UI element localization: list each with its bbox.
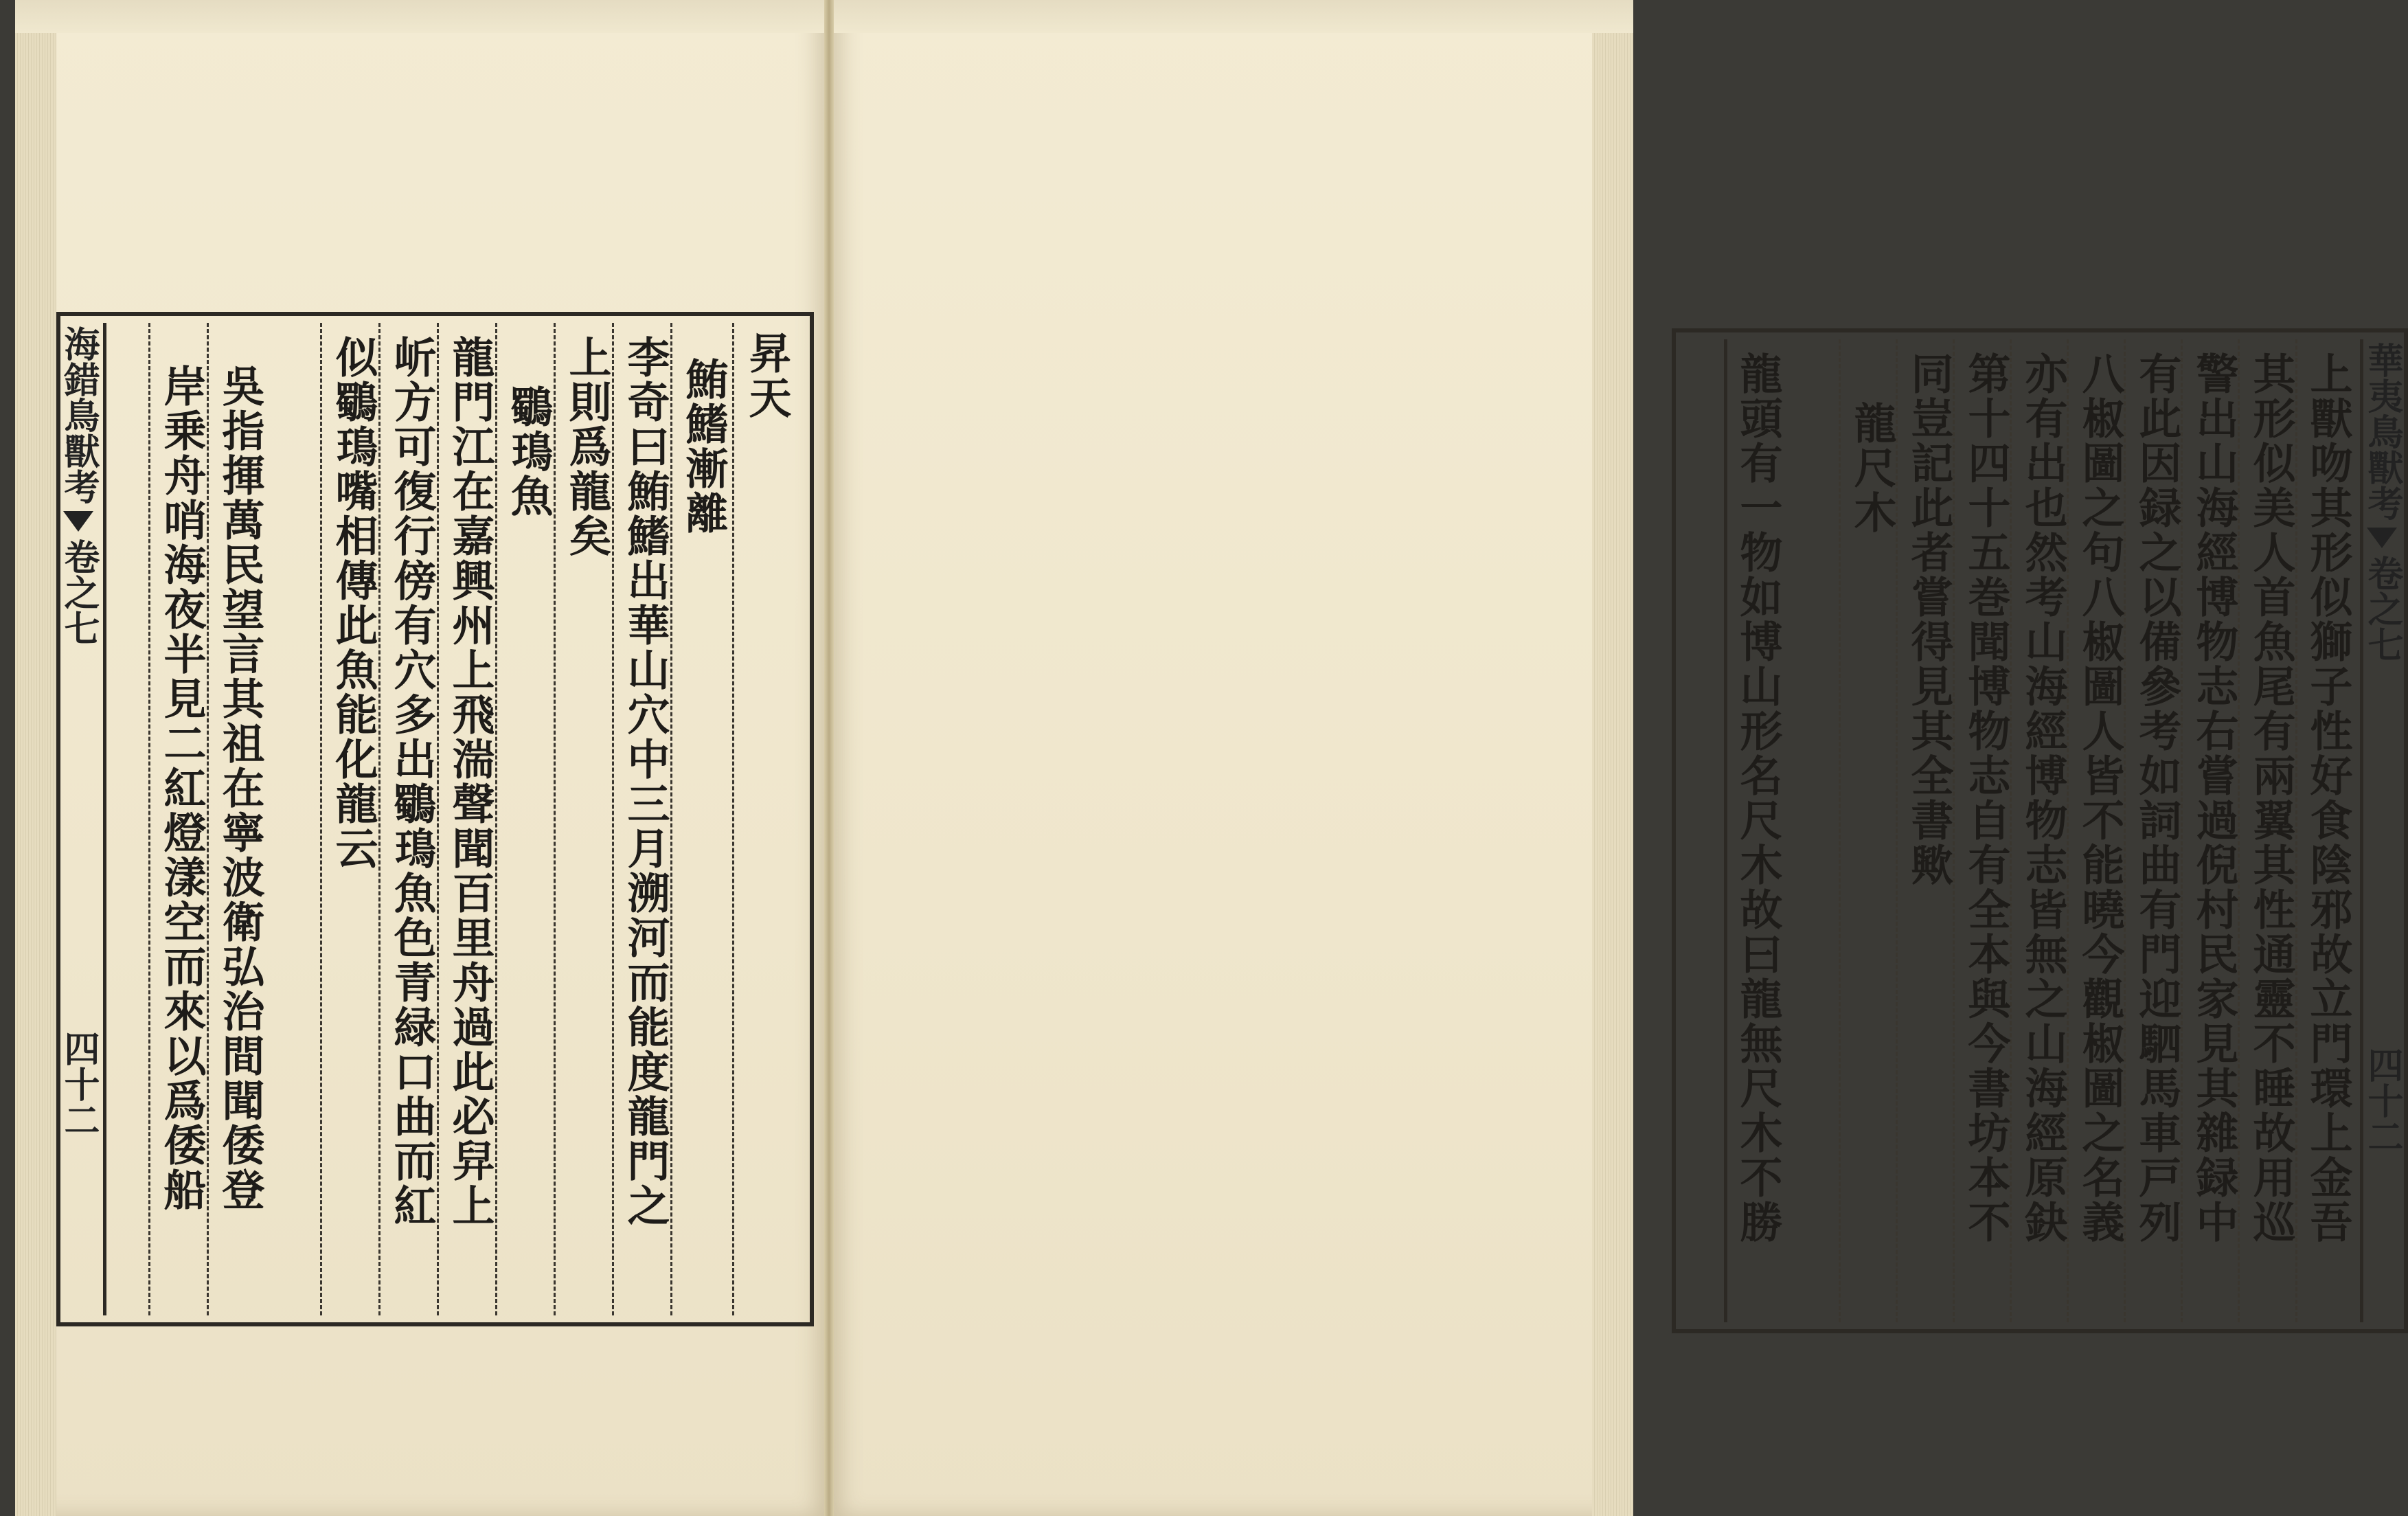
spine-volume: 卷之七 <box>58 539 100 646</box>
text-column-4: 有此因録之以備參考如詞曲有門迎駟馬車戸列 <box>2132 352 2182 1245</box>
spine-folio: 四十二 <box>58 1030 100 1138</box>
text-column-6: 龍門江在嘉興州上飛湍聲聞百里舟過此必舁上 <box>445 335 495 1228</box>
column-rule <box>1724 339 1727 1322</box>
text-column-5: 鸀鳿魚 <box>503 385 554 519</box>
text-column-9: 龍尺木 <box>1847 401 1897 535</box>
text-column-2: 鮪鰭漸離 <box>679 357 729 536</box>
column-rule <box>732 323 734 1315</box>
text-column-2: 其形似美人首魚尾有兩翼其性通靈不睡故用巡 <box>2246 352 2296 1245</box>
spine-title: 華夷鳥獸考 <box>2361 342 2403 521</box>
top-margin <box>15 0 829 33</box>
open-book <box>15 0 2403 1516</box>
spine-title: 海錯鳥獸考 <box>58 326 100 504</box>
left-text-frame <box>56 312 814 1326</box>
text-column-4: 上則爲龍矣 <box>562 335 612 558</box>
column-rule <box>437 323 439 1315</box>
text-column-10: 龍頭有一物如博山形名尺木故曰龍無尺木不勝 <box>1733 352 1783 1245</box>
left-leaf <box>15 0 829 1516</box>
page-stack-edge <box>15 0 56 1516</box>
text-column-6: 亦有出也然考山海經博物志皆無之山海經原鈌 <box>2018 352 2068 1245</box>
right-text-frame <box>1672 328 2408 1333</box>
text-column-10: 岸乗舟哨海夜半見二紅燈漾空而來以爲倭船 <box>157 364 207 1212</box>
column-rule <box>207 323 209 1315</box>
text-column-3: 李奇曰鮪鰭出華山穴中三月溯河而能度龍門之 <box>620 335 670 1228</box>
book-gutter <box>824 0 834 1516</box>
text-column-3: 警出山海經博物志右嘗過倪村民家見其雜録中 <box>2189 352 2239 1245</box>
text-column-8: 似鸀鳿嘴相傳此魚能化龍云 <box>328 335 378 871</box>
spine-strip <box>60 316 104 1322</box>
column-rule <box>378 323 380 1315</box>
fish-tail-mark-icon <box>63 511 93 532</box>
column-rule <box>1839 339 1841 1322</box>
text-column-5: 八椒圖之句八椒圖人皆不能曉今觀椒圖之名義 <box>2075 352 2125 1245</box>
spine-volume: 卷之七 <box>2361 555 2403 662</box>
text-column-1: 昇天 <box>742 331 792 420</box>
spine-folio: 四十二 <box>2361 1047 2403 1154</box>
column-rule <box>495 323 497 1315</box>
text-column-7: 第十四十五巻聞博物志自有全本與今書坊本不 <box>1961 352 2011 1245</box>
top-margin <box>829 0 1633 33</box>
spine-strip <box>2361 332 2408 1329</box>
text-column-1: 上獸吻其形似獅子性好食陰邪故立門環上金吾 <box>2303 352 2353 1245</box>
right-leaf <box>829 0 2403 1516</box>
fish-tail-mark-icon <box>2367 528 2397 548</box>
text-column-9: 吳指揮萬民望言其祖在寧波衛弘治間聞倭登 <box>215 364 265 1212</box>
page-stack-edge <box>1592 0 1633 1516</box>
column-rule <box>670 323 672 1315</box>
text-column-7: 岓方可復行傍有穴多出鸀鳿魚色青緑口曲而紅 <box>387 335 437 1228</box>
text-column-8: 同豈記此者嘗得見其全書歟 <box>1904 352 1954 887</box>
column-rule <box>554 323 556 1315</box>
column-rule <box>612 323 614 1315</box>
column-rule <box>148 323 150 1315</box>
column-rule <box>320 323 322 1315</box>
